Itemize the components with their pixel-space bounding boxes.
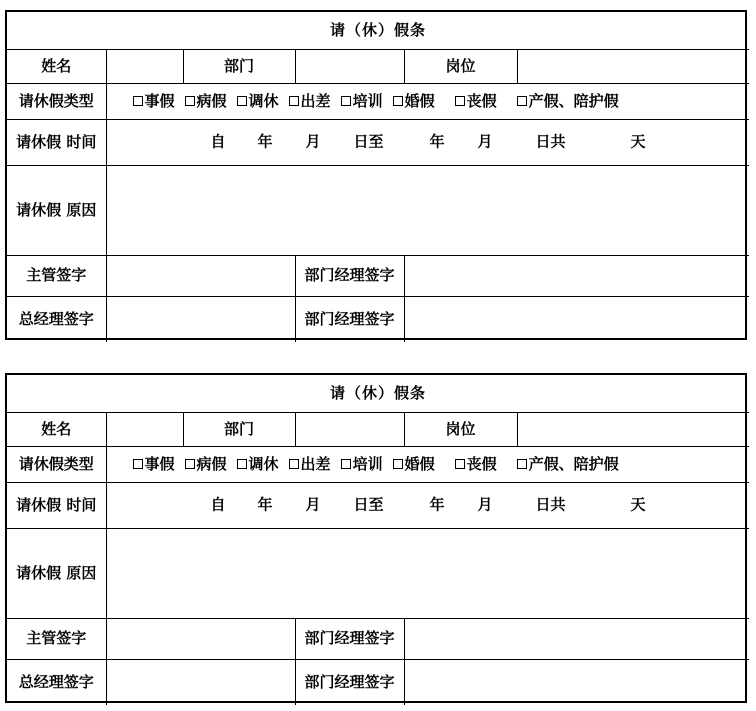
- position-field[interactable]: [517, 49, 749, 83]
- time-days: 天: [630, 132, 646, 151]
- leave-type-option[interactable]: [341, 455, 383, 474]
- leave-type-option-label: 产假、陪护假: [528, 454, 619, 473]
- leave-form-1: [5, 10, 747, 340]
- leave-type-option-label: 病假: [196, 91, 227, 110]
- leave-type-option-label: 事假: [144, 91, 175, 110]
- time-from: 自: [210, 132, 226, 151]
- leave-type-option-label: 病假: [196, 454, 227, 473]
- time-year-2: 年: [429, 495, 445, 514]
- supervisor-sign-field[interactable]: [106, 255, 295, 296]
- leave-type-option[interactable]: [237, 455, 279, 474]
- time-year-2: 年: [429, 132, 445, 151]
- time-from: 自: [210, 495, 226, 514]
- form-title: 请（休）假条: [7, 375, 749, 412]
- leave-type-option-label: 出差: [300, 91, 331, 110]
- leave-form-table-2: [7, 375, 749, 705]
- leave-type-option-label: 培训: [352, 454, 383, 473]
- name-label: 姓名: [7, 49, 106, 83]
- time-month-2: 月: [477, 495, 493, 514]
- leave-type-option[interactable]: [289, 92, 331, 111]
- leave-type-option-label: 婚假: [404, 454, 435, 473]
- checkbox-icon[interactable]: [133, 459, 143, 469]
- position-field[interactable]: [517, 412, 749, 446]
- leave-type-options: [106, 446, 749, 482]
- department-field[interactable]: [295, 49, 404, 83]
- leave-reason-field[interactable]: [106, 528, 749, 618]
- leave-type-option-label: 婚假: [404, 91, 435, 110]
- time-month-1: 月: [305, 132, 321, 151]
- leave-type-option[interactable]: [517, 92, 619, 111]
- leave-type-option[interactable]: [341, 92, 383, 111]
- supervisor-sign-label: 主管签字: [7, 255, 106, 296]
- supervisor-sign-field[interactable]: [106, 618, 295, 659]
- leave-type-option-label: 出差: [300, 454, 331, 473]
- leave-reason-label: 请休假 原因: [7, 528, 106, 618]
- checkbox-icon[interactable]: [393, 96, 403, 106]
- form-title: 请（休）假条: [7, 12, 749, 49]
- leave-type-option[interactable]: [133, 92, 175, 111]
- dept-manager-sign-field-2[interactable]: [404, 659, 749, 705]
- leave-type-option[interactable]: [133, 455, 175, 474]
- leave-form-2: [5, 373, 747, 703]
- gm-sign-field[interactable]: [106, 659, 295, 705]
- leave-type-option[interactable]: [237, 92, 279, 111]
- leave-type-option-label: 调休: [248, 91, 279, 110]
- leave-type-option[interactable]: [455, 92, 497, 111]
- leave-type-option[interactable]: [393, 455, 435, 474]
- leave-type-option-label: 丧假: [466, 454, 497, 473]
- checkbox-icon[interactable]: [237, 96, 247, 106]
- time-year-1: 年: [257, 495, 273, 514]
- leave-reason-label: 请休假 原因: [7, 165, 106, 255]
- name-label: 姓名: [7, 412, 106, 446]
- checkbox-icon[interactable]: [289, 96, 299, 106]
- leave-type-option[interactable]: [185, 455, 227, 474]
- checkbox-icon[interactable]: [185, 96, 195, 106]
- checkbox-icon[interactable]: [185, 459, 195, 469]
- dept-manager-sign-label: 部门经理签字: [295, 618, 404, 659]
- checkbox-icon[interactable]: [289, 459, 299, 469]
- department-label: 部门: [183, 412, 295, 446]
- dept-manager-sign-field[interactable]: [404, 255, 749, 296]
- position-label: 岗位: [404, 412, 517, 446]
- gm-sign-label: 总经理签字: [7, 296, 106, 342]
- leave-type-option[interactable]: [517, 455, 619, 474]
- checkbox-icon[interactable]: [517, 459, 527, 469]
- checkbox-icon[interactable]: [341, 459, 351, 469]
- time-month-2: 月: [477, 132, 493, 151]
- checkbox-icon[interactable]: [517, 96, 527, 106]
- leave-type-options: [106, 83, 749, 119]
- checkbox-icon[interactable]: [455, 459, 465, 469]
- dept-manager-sign-label: 部门经理签字: [295, 255, 404, 296]
- leave-type-option-label: 调休: [248, 454, 279, 473]
- gm-sign-label: 总经理签字: [7, 659, 106, 705]
- dept-manager-sign-label-2: 部门经理签字: [295, 296, 404, 342]
- checkbox-icon[interactable]: [237, 459, 247, 469]
- leave-time-label: 请休假 时间: [7, 482, 106, 528]
- name-field[interactable]: [106, 412, 183, 446]
- time-year-1: 年: [257, 132, 273, 151]
- gm-sign-field[interactable]: [106, 296, 295, 342]
- leave-type-option[interactable]: [185, 92, 227, 111]
- position-label: 岗位: [404, 49, 517, 83]
- leave-reason-field[interactable]: [106, 165, 749, 255]
- checkbox-icon[interactable]: [393, 459, 403, 469]
- leave-type-option[interactable]: [289, 455, 331, 474]
- time-day-to: 日至: [353, 495, 384, 514]
- leave-time-field[interactable]: [106, 119, 749, 165]
- leave-type-label: 请休假类型: [7, 83, 106, 119]
- dept-manager-sign-field[interactable]: [404, 618, 749, 659]
- leave-type-option-label: 产假、陪护假: [528, 91, 619, 110]
- leave-type-option-label: 丧假: [466, 91, 497, 110]
- time-day-to: 日至: [353, 132, 384, 151]
- leave-type-option-label: 事假: [144, 454, 175, 473]
- time-month-1: 月: [305, 495, 321, 514]
- checkbox-icon[interactable]: [133, 96, 143, 106]
- leave-form-table-1: [7, 12, 749, 342]
- department-label: 部门: [183, 49, 295, 83]
- dept-manager-sign-field-2[interactable]: [404, 296, 749, 342]
- supervisor-sign-label: 主管签字: [7, 618, 106, 659]
- leave-time-label: 请休假 时间: [7, 119, 106, 165]
- time-day-total: 日共: [535, 495, 566, 514]
- dept-manager-sign-label-2: 部门经理签字: [295, 659, 404, 705]
- department-field[interactable]: [295, 412, 404, 446]
- leave-type-option[interactable]: [455, 455, 497, 474]
- time-days: 天: [630, 495, 646, 514]
- leave-type-label: 请休假类型: [7, 446, 106, 482]
- leave-type-option[interactable]: [393, 92, 435, 111]
- time-day-total: 日共: [535, 132, 566, 151]
- name-field[interactable]: [106, 49, 183, 83]
- leave-time-field[interactable]: [106, 482, 749, 528]
- checkbox-icon[interactable]: [341, 96, 351, 106]
- checkbox-icon[interactable]: [455, 96, 465, 106]
- leave-type-option-label: 培训: [352, 91, 383, 110]
